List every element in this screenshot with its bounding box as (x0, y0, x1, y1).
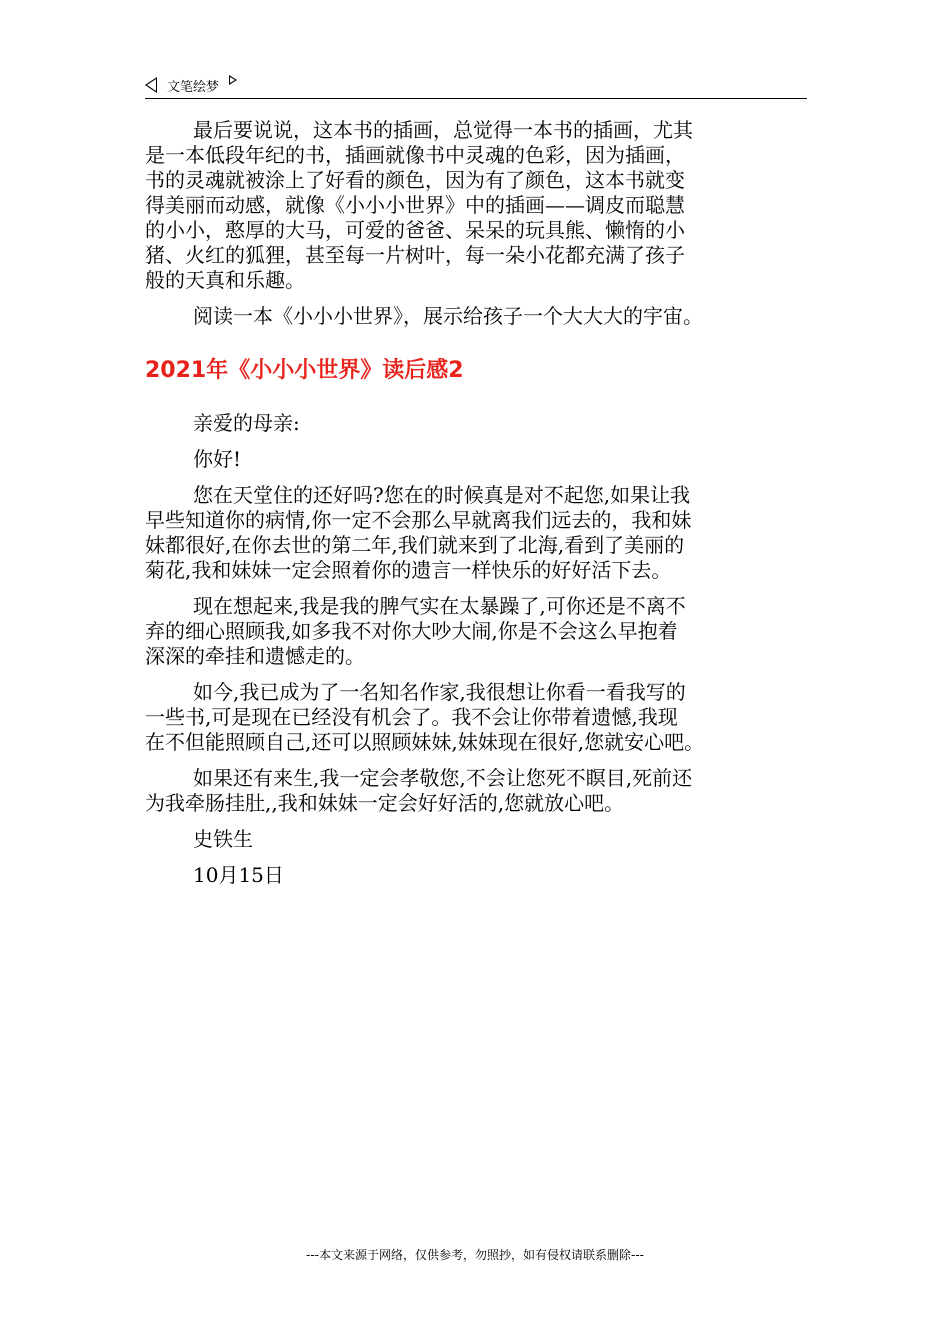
text-line: 如今,我已成为了一名知名作家,我很想让你看一看我写的 (193, 680, 686, 704)
text-line: 弃的细心照顾我,如多我不对你大吵大闹,你是不会这么早抱着 (145, 619, 678, 643)
text-line: 如果还有来生,我一定会孝敬您,不会让您死不瞑目,死前还 (193, 766, 693, 790)
paragraph-conclusion: 阅读一本《小小小世界》，展示给孩子一个大大大的宇宙。 (193, 304, 703, 328)
text-line: 在不但能照顾自己,还可以照顾妹妹,妹妹现在很好,您就安心吧。 (145, 730, 705, 754)
letter-paragraph-2 (145, 594, 815, 669)
text-line: 最后要说说，这本书的插画，总觉得一本书的插画，尤其 (193, 118, 693, 142)
letter-paragraph-3 (145, 680, 815, 755)
header-title: 文笔绘梦 (167, 79, 220, 95)
letter-date: 10月15日 (193, 863, 284, 887)
letter-paragraph-1 (145, 483, 815, 583)
text-line: 现在想起来,我是我的脾气实在太暴躁了,可你还是不离不 (193, 594, 686, 618)
page-footer: ---本文来源于网络，仅供参考，勿照抄，如有侵权请联系删除--- (306, 1248, 644, 1262)
page-header (145, 72, 807, 99)
text-line: 得美丽而动感，就像《小小小世界》中的插画——调皮而聪慧 (145, 193, 685, 217)
text-line: 菊花,我和妹妹一定会照着你的遗言一样快乐的好好活下去。 (145, 558, 672, 582)
text-line: 为我牵肠挂肚,,我和妹妹一定会好好活的,您就放心吧。 (145, 791, 625, 815)
letter-greeting: 亲爱的母亲: (193, 411, 300, 435)
letter-hello: 你好! (193, 447, 242, 471)
triangle-right-icon (229, 75, 237, 85)
text-line: 般的天真和乐趣。 (145, 268, 305, 292)
letter-signature: 史铁生 (193, 827, 253, 851)
paragraph-illustrations (145, 118, 815, 293)
triangle-left-icon (145, 77, 157, 93)
letter-paragraph-4 (145, 766, 815, 816)
text-line: 猪、火红的狐狸，甚至每一片树叶，每一朵小花都充满了孩子 (145, 243, 685, 267)
text-line: 深深的牵挂和遗憾走的。 (145, 644, 365, 668)
section-heading: 2021年《小小小世界》读后感2 (145, 358, 464, 383)
text-line: 一些书,可是现在已经没有机会了。我不会让你带着遗憾,我现 (145, 705, 678, 729)
text-line: 书的灵魂就被涂上了好看的颜色，因为有了颜色，这本书就变 (145, 168, 685, 192)
text-line: 是一本低段年纪的书，插画就像书中灵魂的色彩，因为插画， (145, 143, 685, 167)
text-line: 您在天堂住的还好吗?您在的时候真是对不起您,如果让我 (193, 483, 691, 507)
document-body (145, 118, 815, 899)
text-line: 早些知道你的病情,你一定不会那么早就离我们远去的，我和妹 (145, 508, 692, 532)
text-line: 妹都很好,在你去世的第二年,我们就来到了北海,看到了美丽的 (145, 533, 685, 557)
text-line: 的小小，憨厚的大马，可爱的爸爸、呆呆的玩具熊、懒惰的小 (145, 218, 685, 242)
